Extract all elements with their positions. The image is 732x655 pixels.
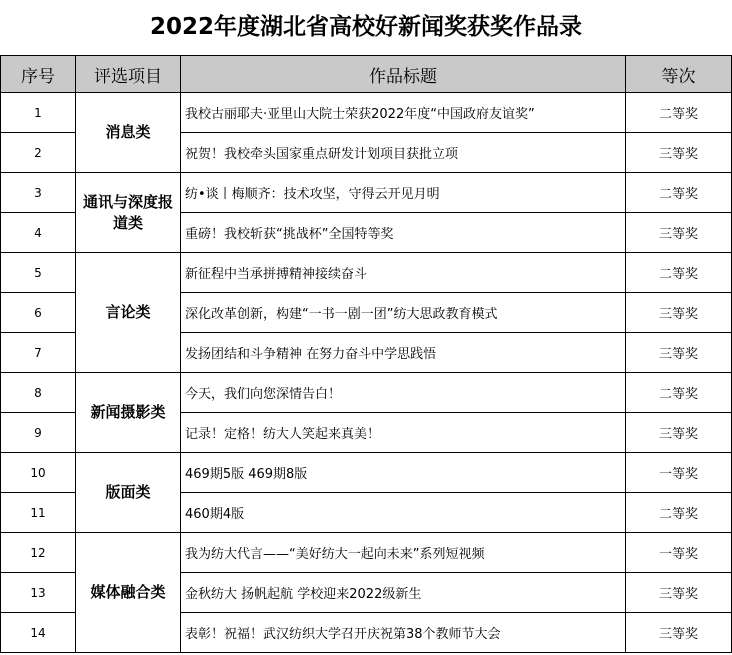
row-no: 4 <box>1 213 76 253</box>
row-grade: 三等奖 <box>626 613 732 653</box>
category-cell: 通讯与深度报道类 <box>76 173 181 253</box>
page-title: 2022年度湖北省高校好新闻奖获奖作品录 <box>149 14 582 40</box>
row-grade: 三等奖 <box>626 133 732 173</box>
table-row <box>1 373 732 413</box>
row-grade: 三等奖 <box>626 413 732 453</box>
row-grade: 三等奖 <box>626 573 732 613</box>
row-no: 1 <box>1 93 76 133</box>
row-title: 金秋纺大 扬帆起航 学校迎来2022级新生 <box>181 573 626 613</box>
row-no: 8 <box>1 373 76 413</box>
row-title: 469期5版 469期8版 <box>181 453 626 493</box>
row-no: 3 <box>1 173 76 213</box>
row-no: 10 <box>1 453 76 493</box>
row-title: 纺•谈丨梅顺齐：技术攻坚，守得云开见月明 <box>181 173 626 213</box>
category-cell: 消息类 <box>76 93 181 173</box>
category-cell: 新闻摄影类 <box>76 373 181 453</box>
table-row <box>1 93 732 133</box>
row-grade: 一等奖 <box>626 533 732 573</box>
row-no: 14 <box>1 613 76 653</box>
table-row <box>1 533 732 573</box>
row-no: 9 <box>1 413 76 453</box>
row-grade: 二等奖 <box>626 373 732 413</box>
header-work-title: 作品标题 <box>181 56 626 93</box>
category-cell: 言论类 <box>76 253 181 373</box>
row-grade: 三等奖 <box>626 293 732 333</box>
table-header-row <box>1 56 732 93</box>
row-title: 表彰！祝福！武汉纺织大学召开庆祝第38个教师节大会 <box>181 613 626 653</box>
table-row <box>1 453 732 493</box>
table-row <box>1 253 732 293</box>
table-row <box>1 173 732 213</box>
row-no: 2 <box>1 133 76 173</box>
row-title: 我为纺大代言——“美好纺大一起向未来”系列短视频 <box>181 533 626 573</box>
row-grade: 三等奖 <box>626 333 732 373</box>
awards-table <box>0 55 732 653</box>
row-grade: 二等奖 <box>626 493 732 533</box>
row-grade: 二等奖 <box>626 253 732 293</box>
row-title: 记录！定格！纺大人笑起来真美！ <box>181 413 626 453</box>
row-title: 祝贺！我校牵头国家重点研发计划项目获批立项 <box>181 133 626 173</box>
row-title: 460期4版 <box>181 493 626 533</box>
row-no: 5 <box>1 253 76 293</box>
row-title: 我校古丽耶夫·亚里山大院士荣获2022年度“中国政府友谊奖” <box>181 93 626 133</box>
category-cell: 媒体融合类 <box>76 533 181 653</box>
category-cell: 版面类 <box>76 453 181 533</box>
row-title: 深化改革创新，构建“一书一剧一团”纺大思政教育模式 <box>181 293 626 333</box>
row-grade: 一等奖 <box>626 453 732 493</box>
row-no: 13 <box>1 573 76 613</box>
row-title: 今天，我们向您深情告白！ <box>181 373 626 413</box>
row-no: 11 <box>1 493 76 533</box>
row-title: 发扬团结和斗争精神 在努力奋斗中学思践悟 <box>181 333 626 373</box>
row-no: 6 <box>1 293 76 333</box>
header-grade: 等次 <box>626 56 732 93</box>
row-grade: 二等奖 <box>626 173 732 213</box>
row-grade: 三等奖 <box>626 213 732 253</box>
header-category: 评选项目 <box>76 56 181 93</box>
header-no: 序号 <box>1 56 76 93</box>
row-grade: 二等奖 <box>626 93 732 133</box>
row-no: 12 <box>1 533 76 573</box>
row-title: 重磅！我校斩获“挑战杯”全国特等奖 <box>181 213 626 253</box>
row-title: 新征程中当承拼搏精神接续奋斗 <box>181 253 626 293</box>
row-no: 7 <box>1 333 76 373</box>
